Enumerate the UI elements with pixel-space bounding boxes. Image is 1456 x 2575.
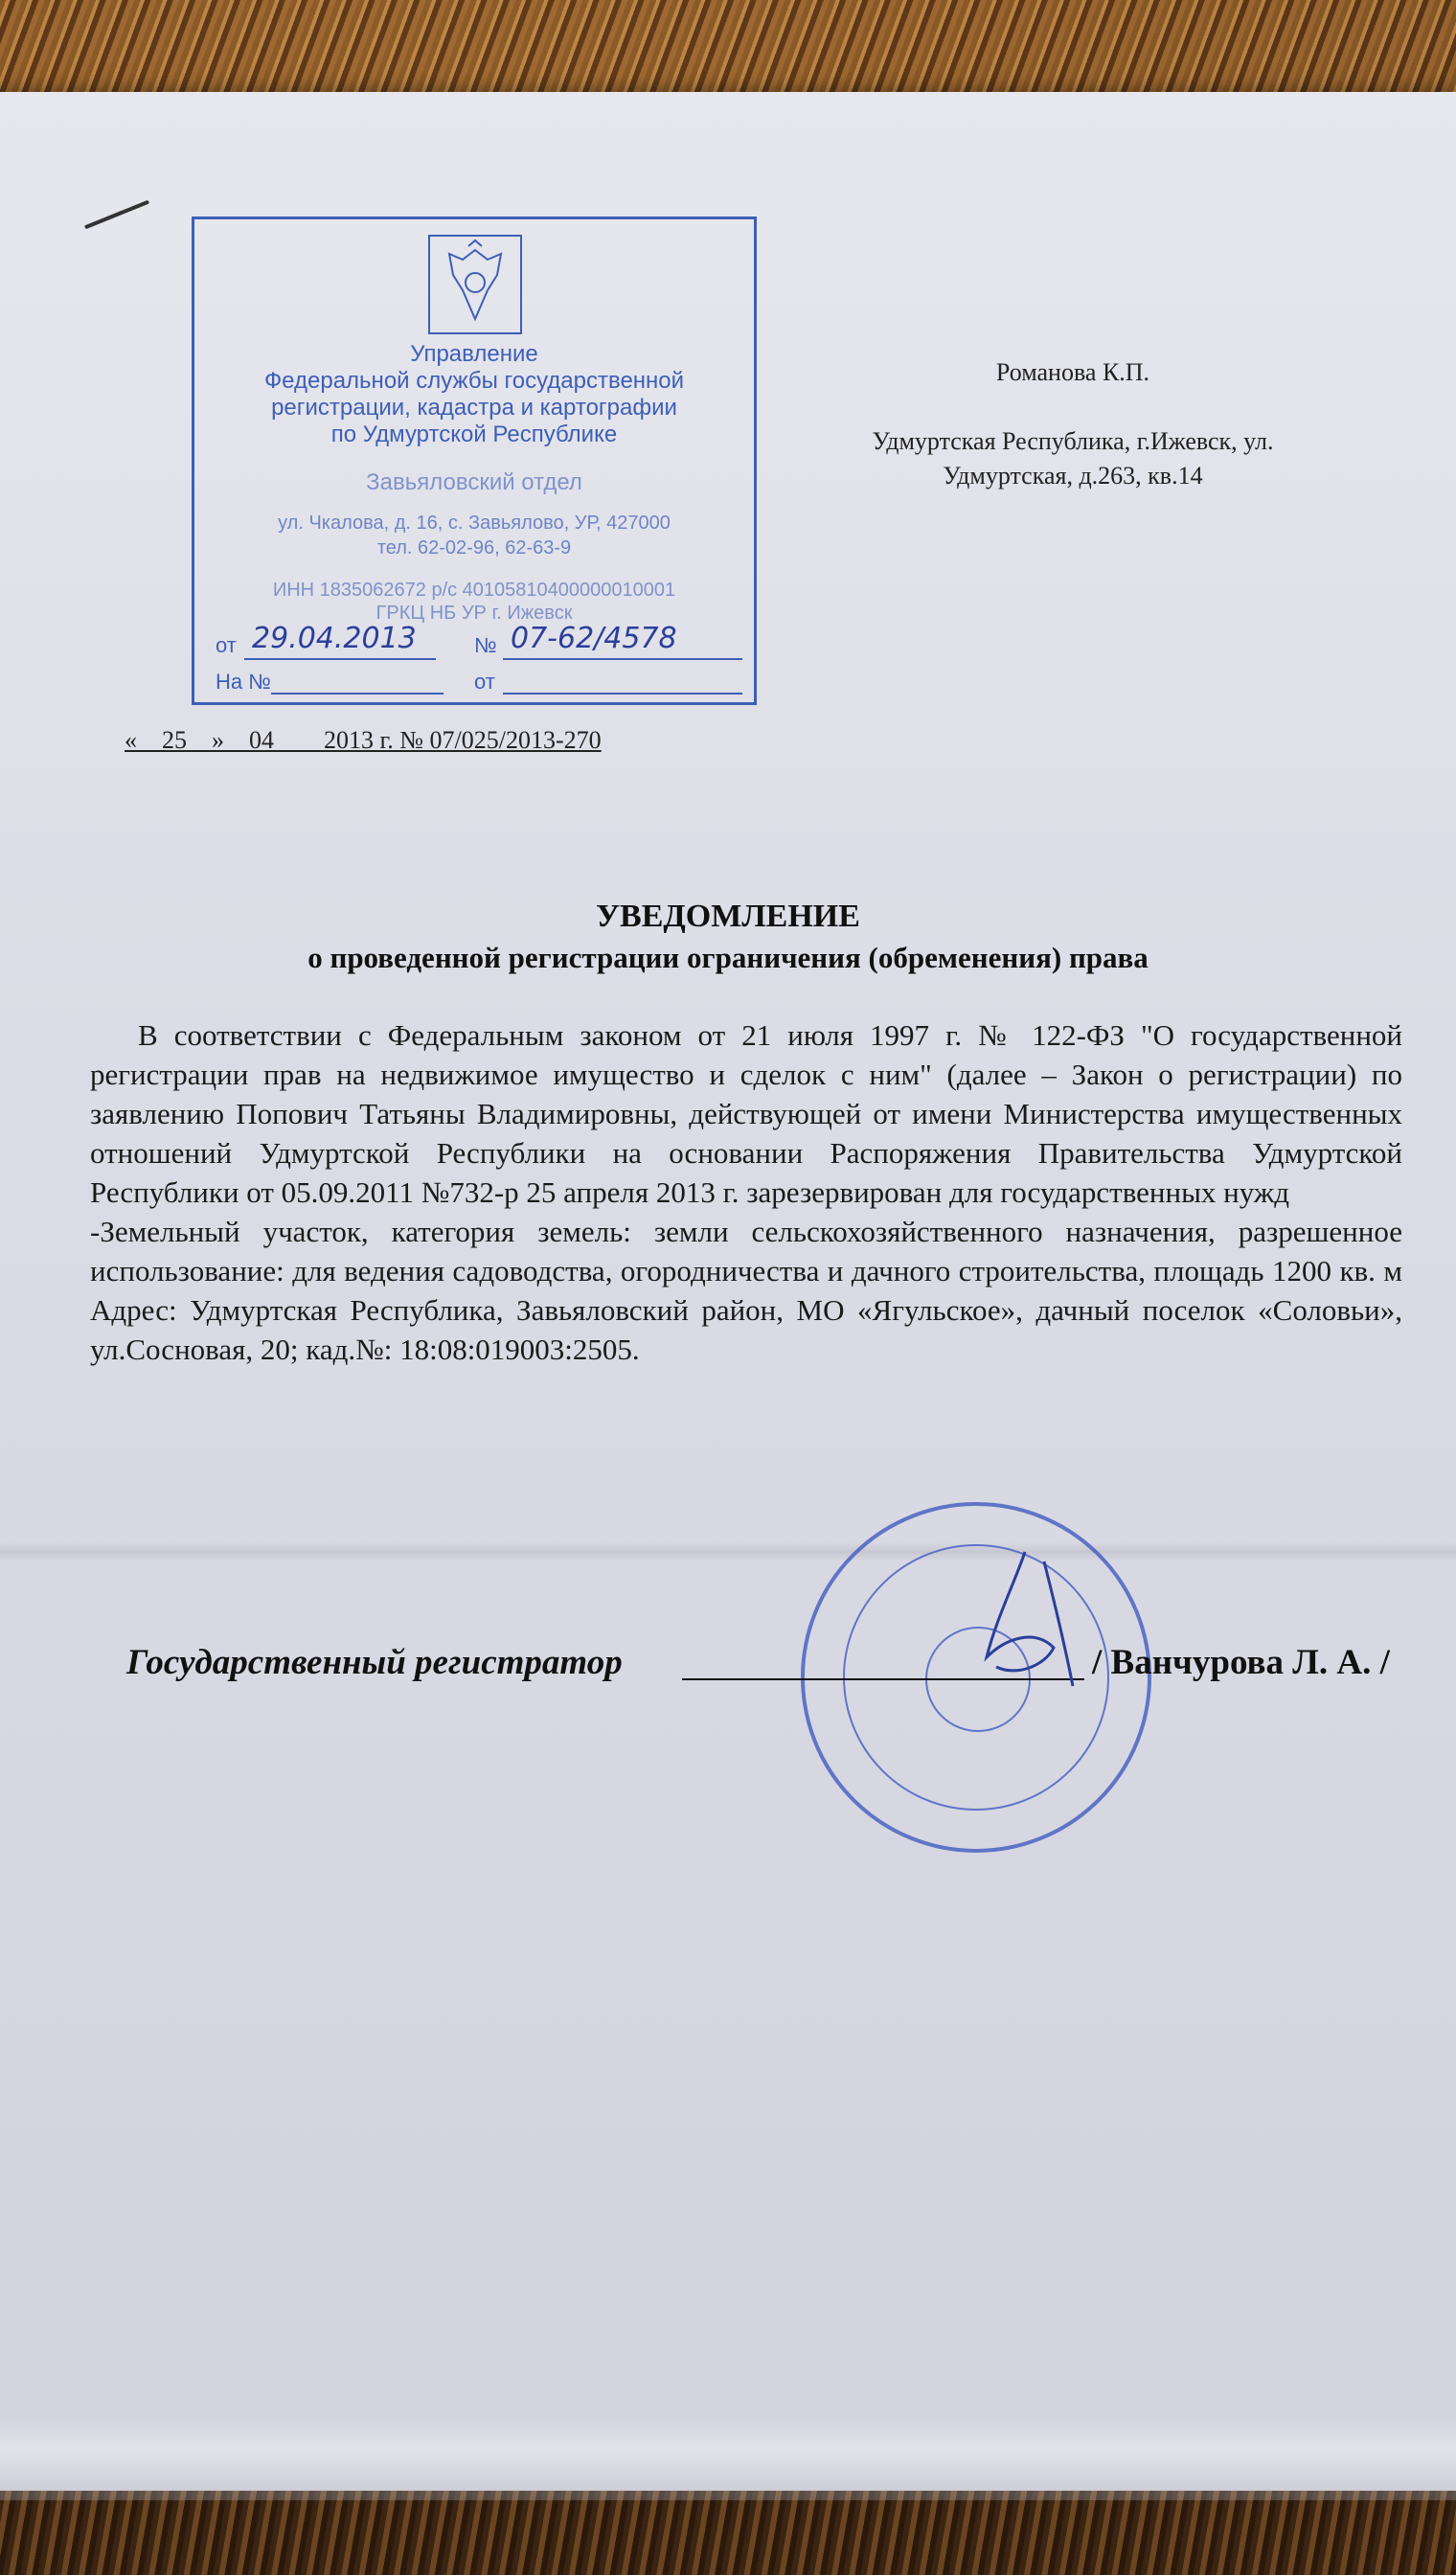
document-subtitle: о проведенной регистрации ограничения (обременения) права [307,941,1149,974]
stamp-on-no-underline [271,693,444,695]
stamp-line: ГРКЦ НБ УР г. Ижевск [375,603,573,624]
stamp-from-date: 29.04.2013 [252,622,417,655]
stamp-line: Завьяловский отдел [366,469,582,495]
registrar-name: / Ванчурова Л. А. / [1092,1643,1390,1682]
stamp-line: Управление [410,341,538,367]
stamp-line: ул. Чкалова, д. 16, с. Завьялово, УР, 427000 [278,513,671,534]
plastic-sheen [0,2414,1456,2500]
stamp-line: ИНН 1835062672 р/с 40105810400000010001 [272,580,676,601]
body-paragraph: В соответствии с Федеральным законом от 21 июля 1997 г. № 122-ФЗ "О государственной регистрации прав на недвижимое имущество и сделок с ним" (далее – Закон о регистрации) по заявлению Попович Татьяны Владимировны, действующей от имени Министерства имущественных отношений Удмуртской Республики на основании Распоряжения Правительства Удмуртской Республики от 05.09.2011 №732-р 25 апреля 2013 г. зарезервирован для государственных нужд [90,1018,1402,1209]
stamp-no-label: № [474,633,497,657]
stamp-no-value: 07-62/4578 [511,622,677,655]
stamp-no-underline [503,658,742,660]
signature-label: Государственный регистратор [126,1643,623,1682]
stamp-line: тел. 62-02-96, 62-63-9 [376,537,572,558]
document-title: УВЕДОМЛЕНИЕ [596,899,860,934]
office-stamp [192,216,757,705]
addressee-address-line2: Удмуртская, д.263, кв.14 [943,462,1203,490]
coat-of-arms-icon [428,235,522,334]
stamp-from-underline [244,658,436,660]
stamp-on-from-underline [503,693,742,695]
stamp-line: Федеральной службы государственной [263,368,685,394]
stamp-line: регистрации, кадастра и картографии [271,395,677,421]
stamp-on-no-label: На № [216,670,271,694]
outgoing-reference: «__25__»__04____2013 г. № 07/025/2013-270 [125,726,602,754]
document-body [90,1015,1402,1369]
paper-fold [0,1542,1456,1561]
stamp-on-from-label: от [474,670,495,694]
background-fur-bottom [0,2491,1456,2575]
body-paragraph: -Земельный участок, категория земель: земли сельскохозяйственного назначения, разрешенное использование: для ведения садоводства, огородничества и дачного строительства, площадь 1200 кв. м Адрес: Удмуртская Республика, Завьяловский район, МО «Ягульское», дачный поселок «Соловьи», ул.Сосновая, 20; кад.№: 18:08:019003:2505. [90,1215,1402,1366]
stamp-line: по Удмуртской Республике [330,422,618,447]
stamp-from-label: от [216,633,237,657]
addressee-address-line1: Удмуртская Республика, г.Ижевск, ул. [872,427,1274,455]
handwritten-signature-icon [958,1542,1102,1696]
addressee-name: Романова К.П. [995,358,1150,386]
